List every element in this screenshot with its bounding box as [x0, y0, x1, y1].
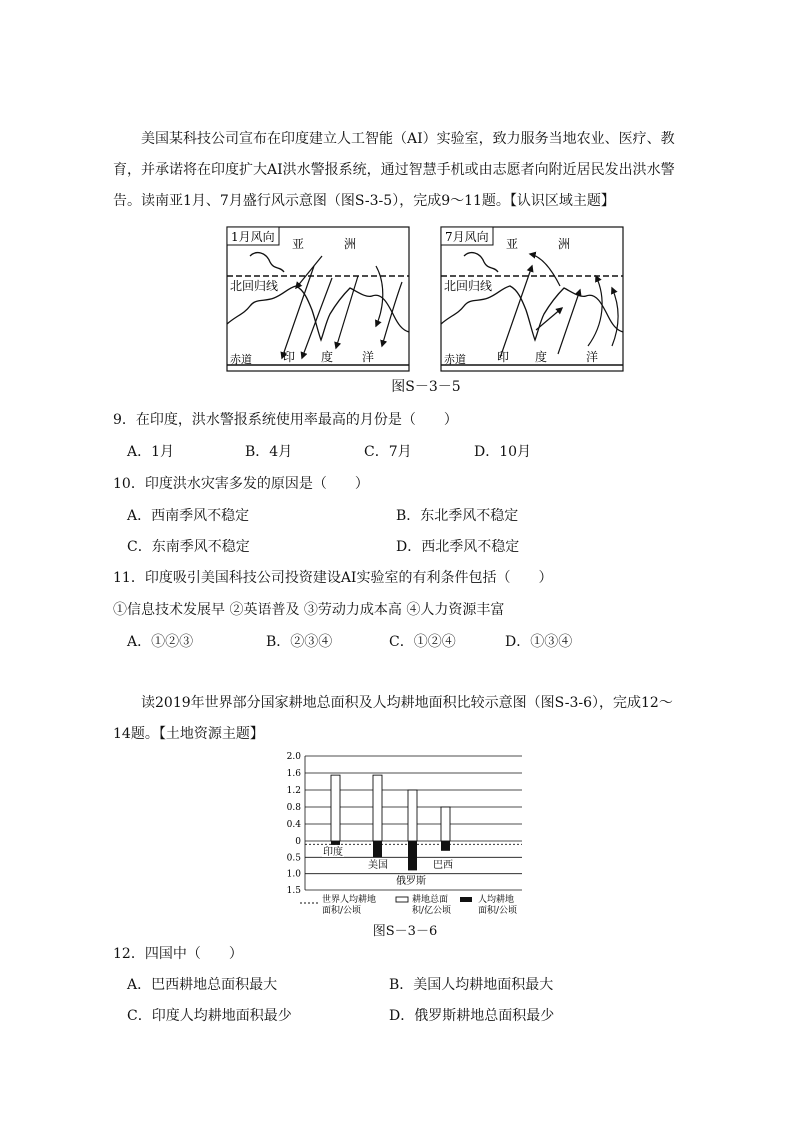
jan-label: 1月风向	[231, 230, 275, 244]
question-9-stem: 9．在印度，洪水警报系统使用率最高的月份是（ ）	[113, 412, 458, 428]
y-tick-label: 0.5	[286, 853, 301, 864]
ocean-label-3b: 洋	[586, 350, 599, 364]
q11-option-d[interactable]: D．①③④	[505, 634, 573, 650]
tropic-label-b: 北回归线	[444, 279, 493, 293]
category-label: 美国	[368, 860, 388, 871]
legend-label: 面积/公顷	[478, 906, 518, 916]
q10-option-b[interactable]: B．东北季风不稳定	[396, 508, 519, 524]
category-label: 巴西	[433, 860, 453, 871]
bar-per-capita	[441, 841, 450, 851]
question-11-conditions: ①信息技术发展早 ②英语普及 ③劳动力成本高 ④人力资源丰富	[113, 602, 505, 618]
q10-option-a[interactable]: A．西南季风不稳定	[127, 508, 250, 524]
question-11-stem: 11．印度吸引美国科技公司投资建设AI实验室的有利条件包括（ ）	[113, 570, 553, 586]
y-tick-label: 1.5	[286, 886, 301, 896]
bar-total-area	[331, 775, 340, 841]
q12-option-a[interactable]: A．巴西耕地总面积最大	[127, 977, 278, 993]
legend-label: 人均耕地	[478, 895, 515, 905]
legend-label: 世界人均耕地	[322, 895, 377, 905]
asia-label-1b: 亚	[506, 237, 519, 251]
q9-option-d[interactable]: D．10月	[474, 444, 532, 460]
monsoon-map-figure	[226, 226, 626, 374]
q11-option-a[interactable]: A．①②③	[127, 634, 194, 650]
legend-label: 积/亿公顷	[412, 906, 452, 916]
question-10-stem: 10．印度洪水灾害多发的原因是（ ）	[113, 476, 369, 492]
y-tick-label: 1.0	[286, 869, 301, 880]
ocean-label-1b: 印	[497, 350, 510, 364]
bar-per-capita	[331, 841, 340, 845]
bar-total-area	[373, 775, 382, 841]
category-label: 印度	[323, 847, 343, 858]
q9-option-b[interactable]: B．4月	[245, 444, 293, 460]
equator-label: 赤道	[230, 353, 252, 366]
bar-per-capita	[373, 841, 382, 857]
tropic-label: 北回归线	[230, 279, 279, 293]
y-tick-label: 0.4	[286, 820, 301, 830]
category-label: 俄罗斯	[396, 876, 426, 887]
q10-option-c[interactable]: C．东南季风不稳定	[127, 539, 250, 555]
asia-label-2: 洲	[344, 237, 357, 251]
y-tick-label: 0.8	[286, 803, 301, 813]
legend-per-capita-swatch	[460, 897, 472, 902]
legend-label: 面积/公顷	[322, 906, 362, 916]
y-tick-label: 2.0	[286, 752, 301, 762]
january-map-panel	[227, 227, 409, 371]
farmland-chart	[280, 748, 530, 920]
july-map-panel	[441, 227, 623, 371]
ocean-label-2b: 度	[535, 350, 548, 364]
ocean-label-1: 印	[283, 350, 296, 364]
q11-option-b[interactable]: B．②③④	[266, 634, 333, 650]
question-12-stem: 12．四国中（ ）	[113, 946, 243, 962]
ocean-label-2: 度	[321, 350, 334, 364]
q9-option-a[interactable]: A．1月	[127, 444, 175, 460]
asia-label-1: 亚	[292, 237, 305, 251]
bar-per-capita	[408, 841, 417, 870]
q11-option-c[interactable]: C．①②④	[389, 634, 456, 650]
map-caption: 图S－3－5	[391, 379, 461, 395]
chart-caption: 图S－3－6	[372, 924, 438, 939]
q12-option-b[interactable]: B．美国人均耕地面积最大	[389, 977, 554, 993]
y-tick-label: 1.6	[286, 769, 301, 779]
asia-label-2b: 洲	[558, 237, 571, 251]
bar-total-area	[408, 790, 417, 841]
legend-total-swatch	[396, 897, 408, 902]
y-tick-label: 0	[295, 837, 301, 847]
ocean-label-3: 洋	[362, 350, 375, 364]
q12-option-c[interactable]: C．印度人均耕地面积最少	[127, 1008, 292, 1024]
y-tick-label: 1.2	[286, 786, 301, 796]
bar-total-area	[441, 807, 450, 841]
intro-paragraph-1: 美国某科技公司宣布在印度建立人工智能（AI）实验室，致力服务当地农业、医疗、教育，并承诺将在印度扩大AI洪水警报系统，通过智慧手机或由志愿者向附近居民发出洪水警告。读南亚1月、7月盛行风示意图（图S-3-5），完成9～11题。【认识区域主题】	[113, 131, 675, 209]
jul-label: 7月风向	[445, 230, 489, 244]
legend-label: 耕地总面	[412, 895, 449, 905]
intro-paragraph-2: 读2019年世界部分国家耕地总面积及人均耕地面积比较示意图（图S-3-6），完成12～14题。【土地资源主题】	[113, 695, 673, 742]
q9-option-c[interactable]: C．7月	[364, 444, 412, 460]
q12-option-d[interactable]: D．俄罗斯耕地总面积最少	[389, 1008, 555, 1024]
equator-label-b: 赤道	[444, 353, 466, 366]
q10-option-d[interactable]: D．西北季风不稳定	[396, 539, 520, 555]
